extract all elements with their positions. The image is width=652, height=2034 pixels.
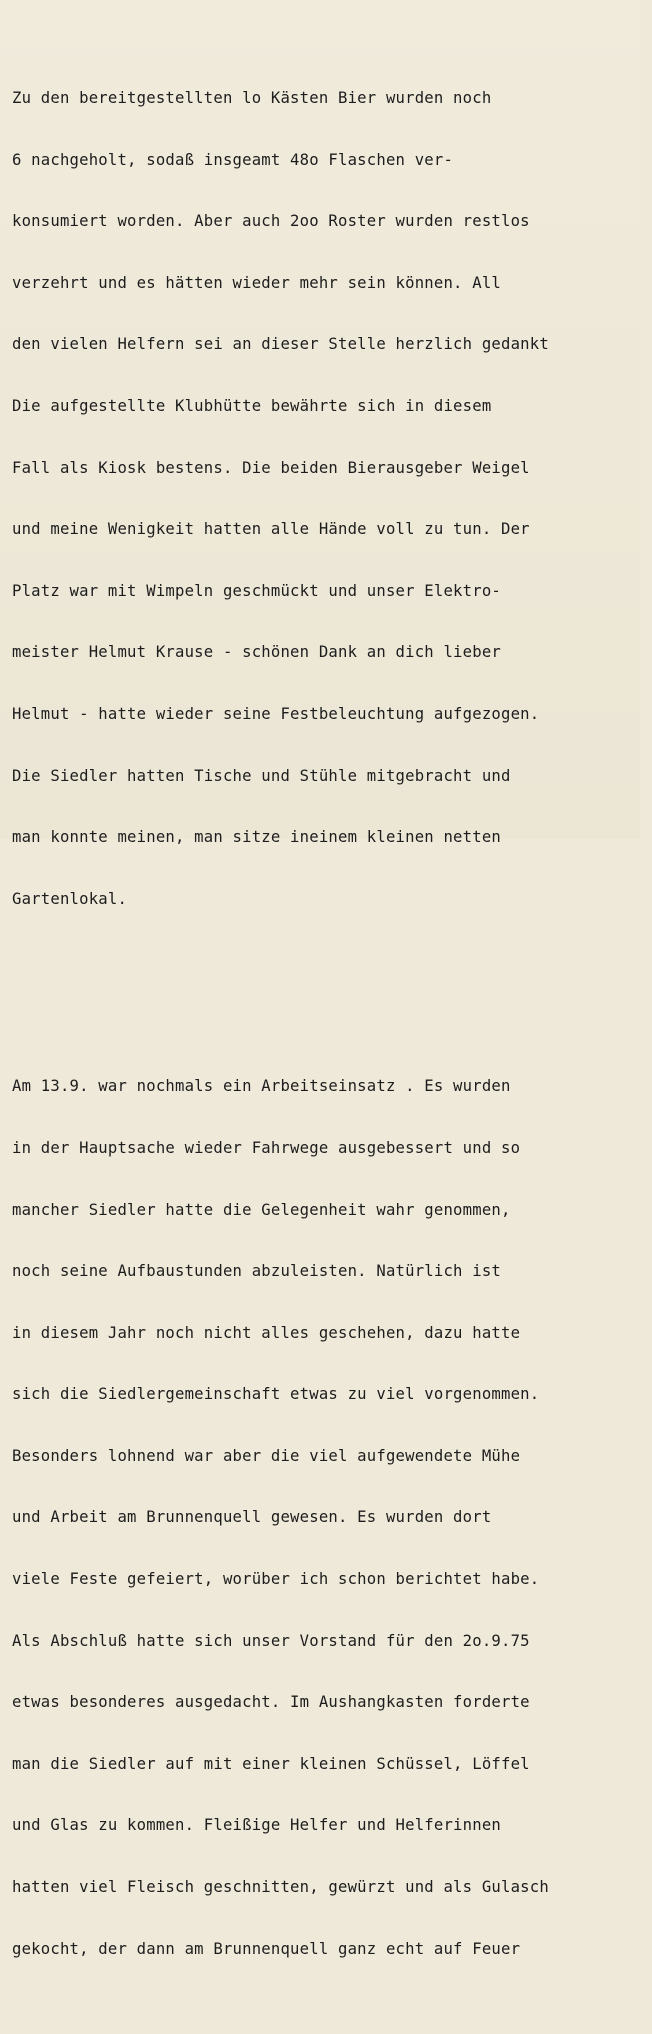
text-line: noch seine Aufbaustunden abzuleisten. Natürlich ist: [12, 1262, 501, 1281]
text-line: etwas besonderes ausgedacht. Im Aushangkasten forderte: [12, 1693, 530, 1712]
text-line: den vielen Helfern sei an dieser Stelle herzlich gedankt: [12, 335, 549, 354]
text-line: Als Abschluß hatte sich unser Vorstand für den 2o.9.75: [12, 1631, 530, 1650]
text-line: 6 nachgeholt, sodaß insgeamt 48o Flaschen ver-: [12, 150, 454, 169]
text-line: hatten viel Fleisch geschnitten, gewürzt und als Gulasch: [12, 1878, 549, 1897]
text-line: Zu den bereitgestellten lo Kästen Bier wurden noch: [12, 89, 492, 107]
text-line: verzehrt und es hätten wieder mehr sein können. All: [12, 273, 501, 292]
text-line: gekocht, der dann am Brunnenquell ganz echt auf Feuer: [12, 1939, 521, 1958]
text-line: Am 13.9. war nochmals ein Arbeitseinsatz . Es wurden: [12, 1077, 511, 1096]
text-line: und Arbeit am Brunnenquell gewesen. Es wurden dort: [12, 1508, 492, 1527]
text-line: man konnte meinen, man sitze ineinem kleinen netten: [12, 828, 501, 847]
text-line: Die Siedler hatten Tische und Stühle mitgebracht und: [12, 766, 511, 785]
paragraph-2: [12, 1038, 652, 1998]
text-line: konsumiert worden. Aber auch 2oo Roster wurden restlos: [12, 212, 530, 231]
text-line: meister Helmut Krause - schönen Dank an dich lieber: [12, 643, 501, 662]
text-line: man die Siedler auf mit einer kleinen Schüssel, Löffel: [12, 1754, 530, 1773]
text-line: Gartenlokal.: [12, 889, 128, 908]
text-line: in diesem Jahr noch nicht alles geschehen, dazu hatte: [12, 1323, 521, 1342]
text-line: und meine Wenigkeit hatten alle Hände voll zu tun. Der: [12, 520, 530, 539]
text-line: viele Feste gefeiert, worüber ich schon berichtet habe.: [12, 1570, 540, 1589]
paragraph-1: [12, 50, 652, 948]
text-line: Platz war mit Wimpeln geschmückt und unser Elektro-: [12, 581, 501, 600]
document-body: [12, 14, 652, 2034]
text-line: Die aufgestellte Klubhütte bewährte sich in diesem: [12, 396, 492, 415]
text-line: in der Hauptsache wieder Fahrwege ausgebessert und so: [12, 1138, 521, 1157]
paragraph-gap: [12, 984, 652, 1002]
text-line: Besonders lohnend war aber die viel aufgewendete Mühe: [12, 1446, 521, 1465]
text-line: sich die Siedlergemeinschaft etwas zu viel vorgenommen.: [12, 1385, 540, 1404]
text-line: mancher Siedler hatte die Gelegenheit wahr genommen,: [12, 1200, 511, 1219]
text-line: und Glas zu kommen. Fleißige Helfer und Helferinnen: [12, 1816, 501, 1835]
text-line: Helmut - hatte wieder seine Festbeleuchtung aufgezogen.: [12, 704, 540, 723]
text-line: Fall als Kiosk bestens. Die beiden Bierausgeber Weigel: [12, 458, 530, 477]
